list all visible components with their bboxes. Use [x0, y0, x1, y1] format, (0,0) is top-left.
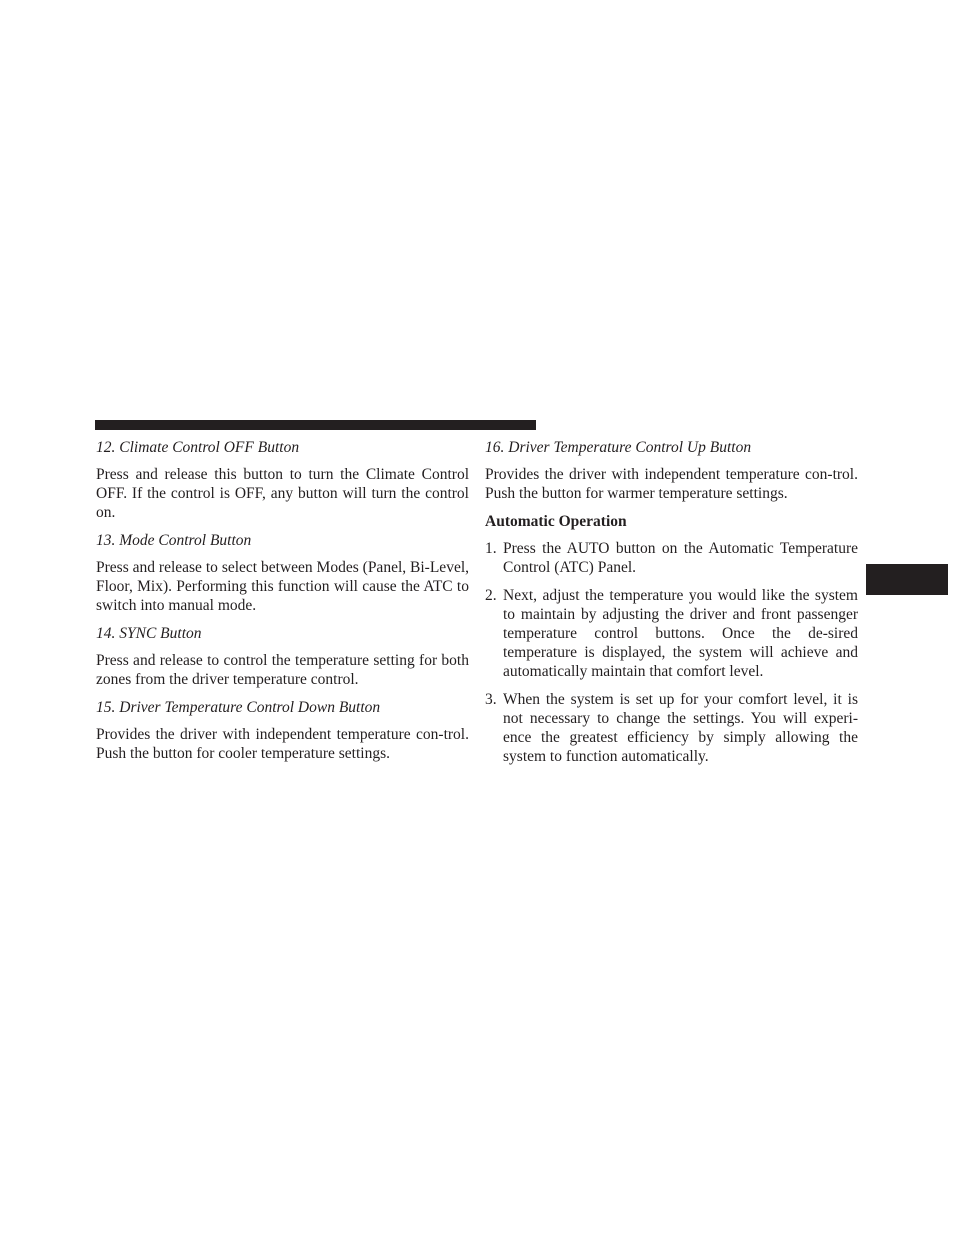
step-number: 2.	[485, 587, 497, 604]
right-column	[485, 437, 858, 775]
left-column	[96, 437, 469, 771]
step-number: 1.	[485, 540, 497, 557]
step-text: Press the AUTO button on the Automatic Temperature Control (ATC) Panel.	[503, 540, 858, 576]
section-heading: 16. Driver Temperature Control Up Button	[485, 439, 752, 456]
section-heading: 12. Climate Control OFF Button	[96, 439, 300, 456]
section-text: Press and release this button to turn the Climate Control OFF. If the control is OFF, any button will turn the control on.	[96, 466, 469, 521]
section-temp-down	[96, 697, 469, 763]
top-rule	[95, 420, 536, 430]
section-text: Provides the driver with independent temperature con-trol. Push the button for cooler temperature settings.	[96, 726, 469, 762]
section-heading: 13. Mode Control Button	[96, 532, 252, 549]
section-climate-off	[96, 437, 469, 522]
automatic-operation-heading: Automatic Operation	[485, 513, 627, 530]
section-heading: 14. SYNC Button	[96, 625, 202, 642]
section-text: Press and release to select between Modes (Panel, Bi-Level, Floor, Mix). Performing this function will cause the ATC to switch into manual mode.	[96, 559, 469, 614]
section-text: Provides the driver with independent temperature con-trol. Push the button for warmer temperature settings.	[485, 466, 858, 502]
section-sync	[96, 623, 469, 689]
section-mode-control	[96, 530, 469, 615]
list-item	[485, 586, 858, 681]
step-number: 3.	[485, 691, 497, 708]
section-temp-up	[485, 437, 858, 503]
chapter-tab	[866, 564, 948, 595]
step-text: When the system is set up for your comfort level, it is not necessary to change the settings. You will experi-ence the greatest efficiency by simply allowing the system to function automatically.	[503, 691, 858, 765]
section-text: Press and release to control the temperature setting for both zones from the driver temperature control.	[96, 652, 469, 688]
step-text: Next, adjust the temperature you would like the system to maintain by adjusting the driver and front passenger temperature control buttons. Once the de-sired temperature is displayed, the system will achieve and automatically maintain that comfort level.	[503, 587, 858, 680]
section-heading: 15. Driver Temperature Control Down Button	[96, 699, 381, 716]
list-item	[485, 539, 858, 577]
steps-list	[485, 539, 858, 766]
list-item	[485, 690, 858, 766]
